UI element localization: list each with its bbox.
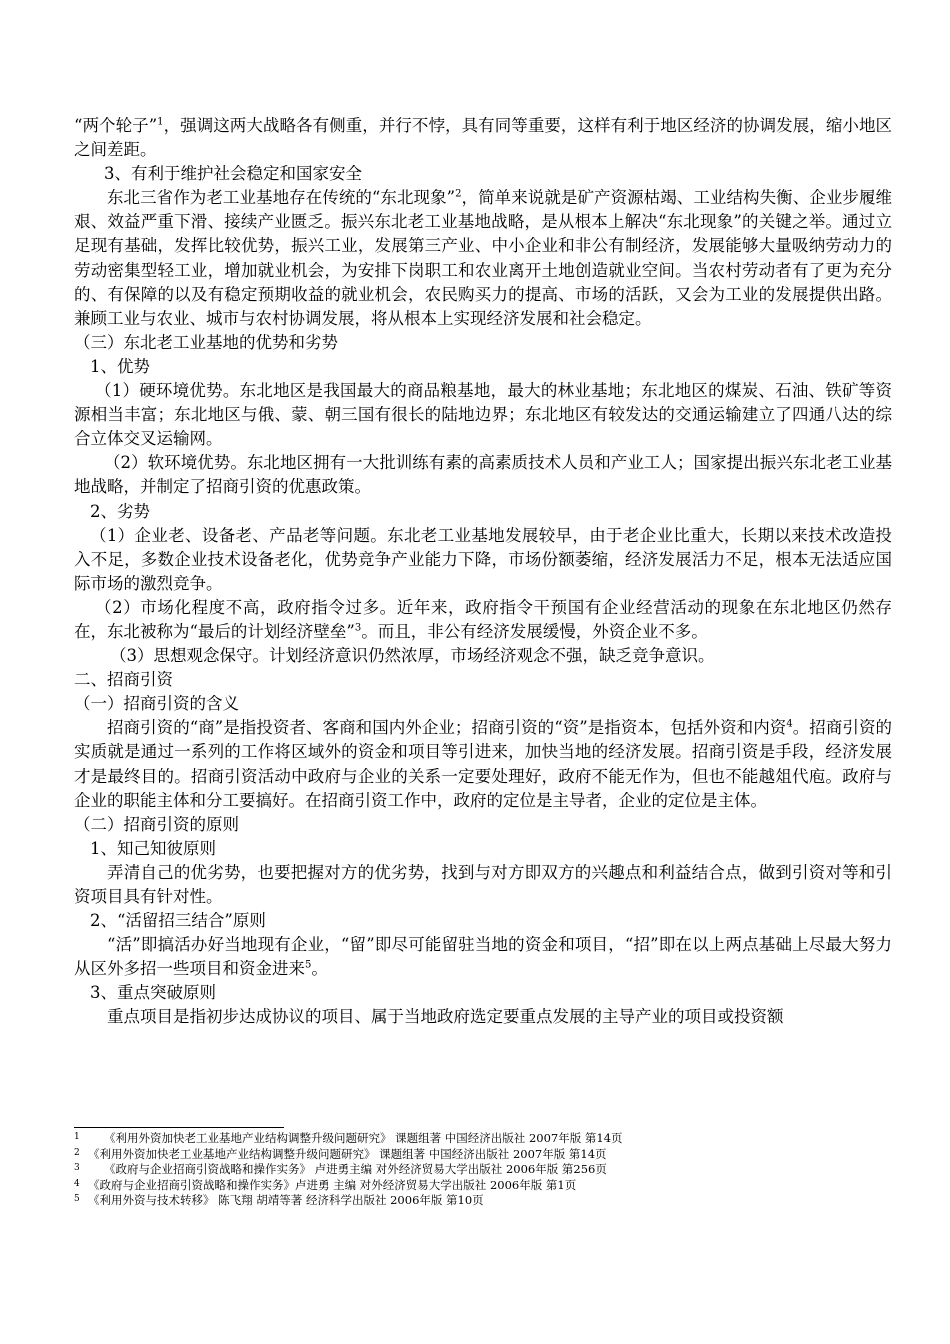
text-run: 东北三省作为老工业基地存在传统的“东北现象” — [107, 188, 456, 208]
footnote-ref[interactable]: 2 — [455, 188, 462, 200]
footnote-number: 4 — [74, 1178, 80, 1189]
footnote-number: 2 — [74, 1147, 80, 1158]
body-text — [74, 114, 892, 1030]
text-run: “活”即搞活办好当地现有企业，“留”即尽可能留驻当地的资金和项目，“招”即在以上两点基础上尽最大努力从区外多招一些项目和资金进来 — [74, 935, 892, 979]
paragraph: 重点项目是指初步达成协议的项目、属于当地政府选定要重点发展的主导产业的项目或投资额 — [107, 1007, 784, 1027]
paragraph — [74, 933, 892, 981]
footnote-text: 《利用外资与技术转移》 陈飞翔 胡靖等著 经济科学出版社 2006年版 第10页 — [88, 1193, 484, 1208]
footnote-ref[interactable]: 1 — [157, 116, 164, 128]
text-run: ，强调这两大战略各有侧重，并行不悖，具有同等重要，这样有利于地区经济的协调发展，缩小地区之间差距。 — [74, 116, 893, 160]
footnote-ref[interactable]: 4 — [786, 718, 793, 730]
footnote-separator — [74, 1127, 284, 1128]
section-heading: （三）东北老工业基地的优势和劣势 — [74, 332, 338, 352]
subheading: 1、知己知彼原则 — [90, 838, 216, 858]
footnote — [74, 1131, 892, 1147]
text-run: 。招商引资的实质就是通过一系列的工作将区域外的资金和项目等引进来，加快当地的经济发展。招商引资是手段，经济发展才是最终目的。招商引资活动中政府与企业的关系一定要处理好，政府不能无作为，但也不能越俎代庖。政府与企业的职能主体和分工要搞好。在招商引资工作中，政府的定位是主导者，企业的定位是主体。 — [74, 718, 892, 810]
section-heading: （一）招商引资的含义 — [74, 694, 239, 714]
paragraph: 弄清自己的优劣势，也要把握对方的优劣势，找到与对方即双方的兴趣点和利益结合点，做到引资对等和引资项目具有针对性。 — [74, 862, 892, 906]
paragraph — [74, 114, 892, 162]
footnote-text: 《利用外资加快老工业基地产业结构调整升级问题研究》 课题组著 中国经济出版社 2007年版 第14页 — [88, 1146, 607, 1161]
paragraph — [74, 596, 892, 644]
footnote-number: 1 — [74, 1132, 80, 1142]
text-run: 招商引资的“商”是指投资者、客商和国内外企业；招商引资的“资”是指资本，包括外资和内资 — [107, 718, 787, 738]
subheading: 1、优势 — [90, 356, 150, 376]
footnote-ref[interactable]: 3 — [354, 622, 362, 634]
paragraph: （2）软环境优势。东北地区拥有一大批训练有素的高素质技术人员和产业工人；国家提出振兴东北老工业基地战略，并制定了招商引资的优惠政策。 — [74, 453, 892, 497]
footnote-ref[interactable]: 5 — [305, 959, 312, 971]
text-run: “两个轮子” — [74, 116, 158, 135]
footnote-text: 《政府与企业招商引资战略和操作实务》卢进勇 主编 对外经济贸易大学出版社 2006年版 第1页 — [88, 1177, 577, 1192]
paragraph: （3）思想观念保守。计划经济意识仍然浓厚，市场经济观念不强，缺乏竞争意识。 — [110, 646, 715, 666]
paragraph — [74, 716, 892, 812]
footnote — [74, 1162, 892, 1178]
footnote — [74, 1147, 892, 1163]
footnote-text: 《利用外资加快老工业基地产业结构调整升级问题研究》 课题组著 中国经济出版社 2007年版 第14页 — [104, 1131, 623, 1145]
part-heading: 二、招商引资 — [74, 670, 173, 690]
subheading: 3、有利于维护社会稳定和国家安全 — [104, 164, 362, 184]
paragraph: （1）企业老、设备老、产品老等问题。东北老工业基地发展较早，由于老企业比重大，长期以来技术改造投入不足，多数企业技术设备老化，优势竞争产业能力下降，市场份额萎缩，经济发展活力不足，根本无法适应国际市场的激烈竞争。 — [74, 525, 892, 593]
paragraph — [74, 186, 892, 331]
paragraph: （1）硬环境优势。东北地区是我国最大的商品粮基地，最大的林业基地；东北地区的煤炭、石油、铁矿等资源相当丰富；东北地区与俄、蒙、朝三国有很长的陆地边界；东北地区有较发达的交通运输建立了四通八达的综合立体交叉运输网。 — [74, 381, 892, 449]
footnotes — [74, 1131, 892, 1209]
subheading: 3、重点突破原则 — [90, 983, 216, 1003]
footnote-number: 3 — [74, 1163, 80, 1174]
text-run: 。而且，非公有经济发展缓慢，外资企业不多。 — [361, 621, 708, 641]
subheading: 2、劣势 — [90, 501, 150, 521]
text-run: 。 — [311, 959, 328, 979]
footnote-text: 《政府与企业招商引资战略和操作实务》 卢进勇主编 对外经济贸易大学出版社 2006年版 第256页 — [104, 1162, 607, 1177]
footnote — [74, 1193, 892, 1209]
section-heading: （二）招商引资的原则 — [74, 814, 239, 834]
footnote-number: 5 — [74, 1194, 80, 1205]
subheading: 2、“活留招三结合”原则 — [90, 911, 266, 931]
text-run: ，简单来说就是矿产资源枯竭、工业结构失衡、企业步履维艰、效益严重下滑、接续产业匮乏。振兴东北老工业基地战略，是从根本上解决“东北现象”的关键之举。通过立足现有基础，发挥比较优势，振兴工业，发展第三产业、中小企业和非公有制经济，发展能够大量吸纳劳动力的劳动密集型轻工业，增加就业机会，为安排下岗职工和农业离开土地创造就业空间。当农村劳动者有了更为充分的、有保障的以及有稳定预期收益的就业机会，农民购买力的提高、市场的活跃，又会为工业的发展提供出路。兼顾工业与农业、城市与农村协调发展，将从根本上实现经济发展和社会稳定。 — [74, 188, 893, 328]
text-run: （2）市场化程度不高，政府指令过多。近年来，政府指令干预国有企业经营活动的现象在东北地区仍然存在，东北被称为“最后的计划经济壁垒” — [74, 597, 892, 641]
footnote — [74, 1178, 892, 1194]
